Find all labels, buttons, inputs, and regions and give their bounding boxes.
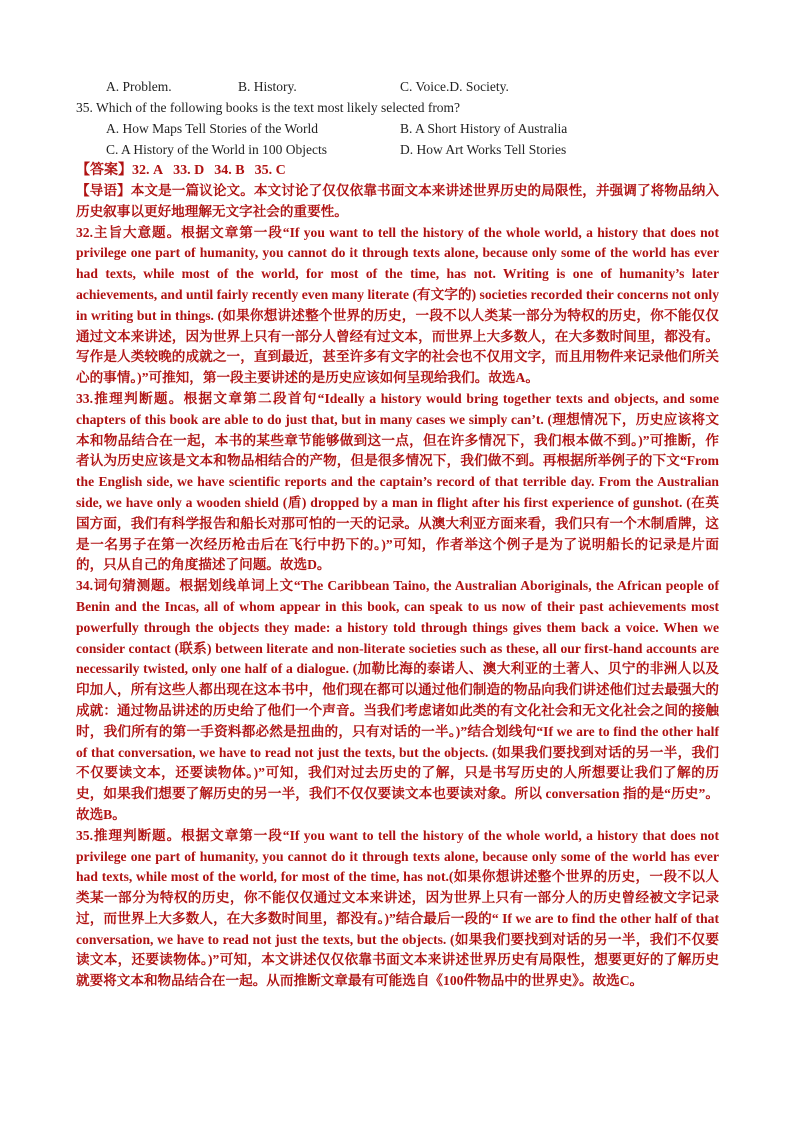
explanation-33: 33.推理判断题。根据文章第二段首句“Ideally a history would bring together texts and objects, and some chapters of this book are able to do just that, but in many cases we simply can’t. (理想情况下，历史应该将文本和物品结合在一起，本书的某些章节能够做到这一点，但在许多情况下，我们根本做不到。)”可推断，作者认为历史应该是文本和物品相结合的产物，但是很多情况下，我们做不到。再根据所举例子的下文“From the English side, we have scientific reports and the captain’s record of that terrible day. From the Australian side, we have only a wooden shield (盾) dropped by a man in flight after his first experience of gunshot. (在英国方面，我们有科学报告和船长对那可怕的一天的记录。从澳大利亚方面来看，我们只有一个木制盾牌，这是一名男子在第一次经历枪击后在飞行中扔下的。)”可知，作者举这个例子是为了说明船长的记录是片面的，只从自己的角度描述了问题。故选D。 [76, 390, 719, 573]
answer-34: 34. B [214, 163, 245, 178]
q35-stem: 35. Which of the following books is the text most likely selected from? [76, 100, 461, 115]
explanation-35: 35.推理判断题。根据文章第一段“If you want to tell the history of the whole world, a history that does not privilege one part of humanity, you cannot do it through texts alone, because only some of the world has ever had texts, while most of the world, for most of the time, has not.(如果你想讲述整个世界的历史，一段不以人类某一部分为特权的历史，你不能仅仅通过文本来讲述，因为世界上只有一部分人的历史曾经被文字记录过，而世界上大多数人，在大多数时间里，都没有。)”结合最后一段的“ If we are to find the other half of that conversation, we have to read not just the texts, but the objects. (如果我们要找到对话的另一半，我们不仅要读文本，还要读物体。)”可知，本文讲述仅仅依靠书面文本来讲述世界历史有局限性，想要更好的了解历史就要将文本和物品结合在一起。从而推断文章最有可能选自《100件物品中的世界史》。故选C。 [76, 827, 719, 989]
explanation-34: 34.词句猜测题。根据划线单词上文“The Caribbean Taino, the Australian Aboriginals, the African people of Benin and the Incas, all of whom appear in this book, can speak to us now of their past achievements most powerfully through the objects they made: a history told through things gives them back a voice. When we consider contact (联系) between literate and non-literate societies such as these, all our first-hand accounts are necessarily twisted, only one half of a dialogue. (加勒比海的泰诺人、澳大利亚的土著人、贝宁的非洲人以及印加人，所有这些人都出现在这本书中，他们现在都可以通过他们制造的物品向我们讲述他们过去最强大的成就：通过物品讲述的历史给了他们一个声音。当我们考虑诸如此类的有文化社会和无文化社会之间的接触时，我们所有的第一手资料都必然是扭曲的，只有对话的一半。)”结合划线句“If we are to find the other half of that conversation, we have to read not just the texts, but the objects. (如果我们要找到对话的另一半，我们不仅要读文本，还要读物体。)”可知，我们对过去历史的了解，只是书写历史的人所想要让我们了解的历史，如果我们想要了解历史的另一半，我们不仅仅要读文本也要读对象。所以 conversation 指的是“历史”。故选B。 [76, 578, 719, 822]
answer-key [76, 160, 719, 181]
q35-option-c: C. A History of the World in 100 Objects [106, 142, 328, 157]
answer-35: 35. C [254, 163, 286, 178]
q35-options-row-2 [76, 139, 719, 160]
q34-option-b: B. History. [238, 79, 297, 94]
q35-options-row-1 [76, 118, 719, 139]
answer-32: 32. A [132, 163, 164, 178]
explanation-32: 32.主旨大意题。根据文章第一段“If you want to tell the history of the whole world, a history that does not privilege one part of humanity, you cannot do it through texts alone, because only some of the world has ever had texts, while most of the world, for most of the time, has not. Writing is one of humanity’s later achievements, and until fairly recently even many literate (有文字的) societies recorded their concerns not only in writing but in things. (如果你想讲述整个世界的历史，一段不以人类某一部分为特权的历史，你不能仅仅通过文本来讲述，因为世界上只有一部分人曾经有过文本，而世界上大多数人，在大多数时间里，都没有。写作是人类较晚的成就之一，直到最近，甚至许多有文字的社会也不仅用文字，而且用物件来记录他们所关心的事情。)”可推知，第一段主要讲述的是历史应该如何呈现给我们。故选A。 [76, 224, 719, 386]
document-page [76, 76, 719, 992]
q35-option-b: B. A Short History of Australia [400, 121, 568, 136]
answer-label: 【答案】 [76, 163, 132, 178]
q34-options [76, 76, 719, 97]
q34-option-cd: C. Voice.D. Society. [400, 79, 509, 94]
guide-paragraph: 【导语】本文是一篇议论文。本文讨论了仅仅依靠书面文本来讲述世界历史的局限性，并强调了将物品纳入历史叙事以更好地理解无文字社会的重要性。 [76, 183, 719, 219]
answer-33: 33. D [173, 163, 205, 178]
q34-option-a: A. Problem. [106, 79, 172, 94]
q35-option-a: A. How Maps Tell Stories of the World [106, 121, 318, 136]
q35-option-d: D. How Art Works Tell Stories [400, 142, 567, 157]
